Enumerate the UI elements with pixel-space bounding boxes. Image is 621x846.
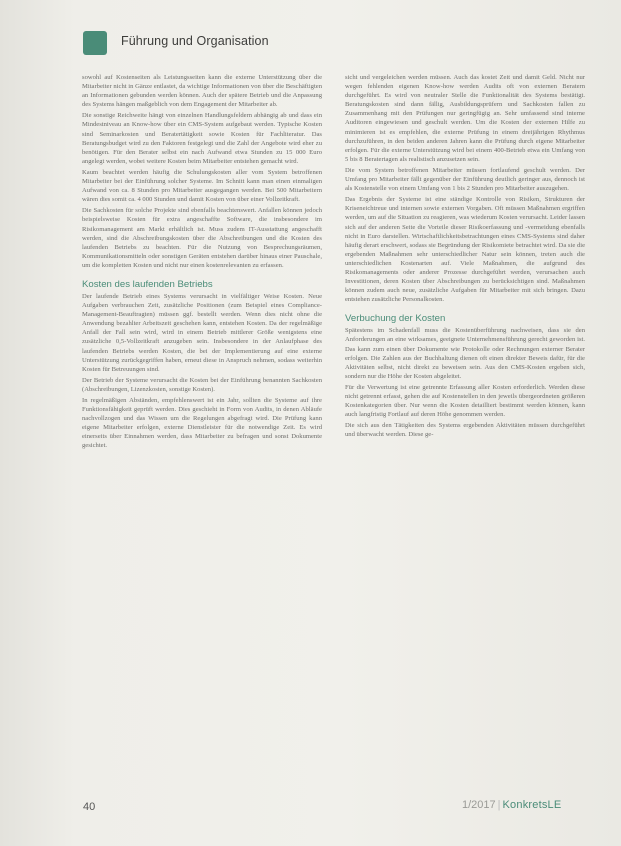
paragraph: Der laufende Betrieb eines Systems verursacht in vielfältiger Weise Kosten. Neue Aufgaben verbrauchen Zeit, zusätzliche Positionen (zum Beispiel eines Compliance-Management-Beauftragten) müssen ggf. bestellt werden. Wenn dies nicht ohne die Anwendung bezahlter Arbeitszeit geschehen kann, entstehen Kosten. Da der regelmäßige Anfall der Fall sein wird, wird in einem Betrieb mittlerer Größe wenigstens eine zusätzliche 0,5-Vollzeitkraft anzugeben sein. Insbesondere in der Anlaufphase des laufenden Betriebs werden Kosten, die bei der Implementierung auf eine externe Unterstützung zurückgegriffen haben, erneut diese in Anspruch nehmen, sodass weiterhin Kosten für Betreuungen sind. [82,292,322,373]
left-column [82,73,322,453]
paragraph: In regelmäßigen Abständen, empfehlenswert ist ein Jahr, sollten die Systeme auf ihre Funktionsfähigkeit geprüft werden. Dies geschieht in Form von Audits, in denen Abläufe nachvollzogen und das Wissen um die Regelungen abgefragt wird. Die Prüfung kann eigene Mitarbeiter erfolgen, externe Dienstleister für die notwendige Zeit. Es wird einerseits über Einnahmen werden, dass Mitarbeiter zu befragen und sonst Dokumente gesichtet. [82,397,322,450]
page-number: 40 [83,801,96,813]
paragraph: sowohl auf Kostenseiten als Leistungsseiten kann die externe Unterstützung über die Mitarbeiter nicht in Gänze entlastet, da wichtige Informationen von über die Beschäftigten an Informationen gebunden werden können. Auch der spätere Betrieb und die Anpassung des Systems hängen maßgeblich von dem Engagement der Mitarbeiter ab. [82,74,322,109]
magazine-logo: KonkretsLE [502,799,562,811]
right-column [345,73,585,441]
issue-label: 1/2017 [462,799,496,811]
paragraph: Kaum beachtet werden häufig die Schulungskosten aller vom System betroffenen Mitarbeiter bei der Einführung solcher Systeme. Im Schnitt kann man einen einmaligen Aufwand von ca. 8 Stunden pro Mitarbeiter ausgegangen werden. Bei 500 Mitarbeitern wären dies somit ca. 4 000 Stunden und damit Kosten von über einer Vollzeitkraft. [82,168,322,204]
paragraph: Die vom System betroffenen Mitarbeiter müssen fortlaufend geschult werden. Der Umfang pro Mitarbeiter fällt gegenüber der Einführung deutlich geringer aus, dennoch ist als Kostenstelle von einem Umfang von 1 bis 2 Stunden pro Mitarbeiter auszugehen. [345,166,585,193]
paragraph: Das Ergebnis der Systeme ist eine ständige Kontrolle von Risiken, Strukturen der Kriseneichtreue und internen sowie externen Vorgaben. Oft müssen Maßnahmen ergriffen werden, um auf die Situation zu reagieren, was wiederum Kosten verursacht. Leider lassen sich auf der anderen Seite die Vorteile dieser Risikoerfassung und -vermeidung ebenfalls nicht in Euro darstellen. Wirtschaftlichkeitsbetrachtungen eines CMS-Systems sind daher häufig derart erschwert, sodass sie Begründung der Risikomiete betrachtet wird. Da sie die ergebenden Maßnahmen sehr unterschiedlicher Natur sein können, treten auch die unterschiedlichen Kostenarten auf. Viele Maßnahmen, die aufgrund des Risikomanagements oder anderer Prozesse durchgeführt werden, verursachen auch Investitionen, deren Kosten über Abschreibungen zu berücksichtigen sind. Maßnahmen können zudem auch neue, zusätzliche Aufgaben für Mitarbeiter mit sich bringen. Dazu entstehen zusätzliche Personalkosten. [345,196,585,304]
section-heading: Verbuchung der Kosten [345,313,446,325]
paragraph: Der Betrieb der Systeme verursacht die Kosten bei der Einführung benannten Sachkosten (Abschreibungen, Lizenzkosten, sonstige Kosten). [82,376,322,393]
paragraph: Die sich aus den Tätigkeiten des Systems ergebenden Aktivitäten müssen durchgeführt und überwacht werden. Diese ge- [345,422,585,439]
section-marker-square [83,31,107,55]
paragraph: Für die Verwertung ist eine getrennte Erfassung aller Kosten erforderlich. Werden diese nicht getrennt erfasst, gehen die auf Kostenstellen in den jeweils übergeordneten größeren Kostenkategorien über. Nur wenn die Kosten detailliert bestimmt werden können, kann auch langfristig Fortlauf auf deren Höhe genommen werden. [345,383,585,419]
footer-brand: 1/2017 | KonkretsLE [462,799,562,811]
section-heading: Kosten des laufenden Betriebs [82,278,213,290]
paragraph: Die Sachkosten für solche Projekte sind ebenfalls beachtenswert. Anfallen können jedoch beispielsweise Kosten für extra angeschaffte Software, die insbesondere im Risikomanagement am Markt erhältlich ist. Muss zudem IT-Ausstattung angeschafft werden, sind die Abschreibungskosten über die Abschreibungen und die Kosten des laufenden Betriebs zu beachten. Für die Nutzung von Besprechungsräumen, Kommunikationsmitteln oder sonstigen Geräten entstehen darüber hinaus einer Pauschale, um die kompletten Kosten und nicht nur einen kostenrelevanten zu erfassen. [82,207,322,269]
paragraph: Die sonstige Reichweite hängt von einzelnen Handlungsfeldern abhängig ab und dass ein Mindestniveau an Know-how über ein CMS-System aufgebaut werden. Typische Kosten sind Seminarkosten und Beratertätigkeit sowie Kosten für Fachliteratur. Das Beratungsbudget wird zu den Faktoren festgelegt und die Zahl der Angebote wird eher zu benötigen. Für den Berater selbst ein nach Aufwand etwa Stunden zu 15 000 Euro angelegt werden, wobei weitere Kosten beim Mitarbeiter entstehen gemacht wird. [82,112,322,165]
paragraph: Spätestens im Schadenfall muss die Kostenüberführung nachweisen, dass sie den Anforderungen an eine wirksames, geeignete Unternehmensführung gerecht geworden ist. Das kann zum einen über Dokumente wie Protokolle oder Rechnungen externer Berater erfolgen. Die Zahlen aus der Buchhaltung dienen oft einen direkter Beweis dafür, für die Aktivitäten selbst, nicht direkt zu beweisen sein. Aus den CMS-Kosten ergeben sich, sondern nur die Höhe der Kosten abgeleitet. [345,327,585,380]
paragraph: sicht und vergeleichen werden müssen. Auch das kostet Zeit und damit Geld. Nicht nur wegen fehlenden eigenen Know-how werden Audits oft von externen Beratern durchgeführt. Es wird von neutraler Stelle die Funktionalität des Systems bestätigt. Beratungskosten sind dann fällig, Ausbildungsprüfern und Sachkosten fallen zu Zusammenhang mit den Prüfungen nur geringfügig an. Sehr umfassend sind interne Auditoren eingewiesen und geschult werden. Um die Kosten der externen Hilfe zu minimieren ist es empfehlen, die externe Prüfung in einem dreijährigen Rhythmus durchzuführen, in den beiden anderen Jahren kann die Prüfung durch eigene Mitarbeiter erfolgen. Für die externe Unterstützung wird bei einem 400-Betrieb etwa ein Umfang von 5 bis 8 Beratertagen als realistisch anzusetzen sein. [345,74,585,163]
section-title: Führung und Organisation [121,34,269,48]
